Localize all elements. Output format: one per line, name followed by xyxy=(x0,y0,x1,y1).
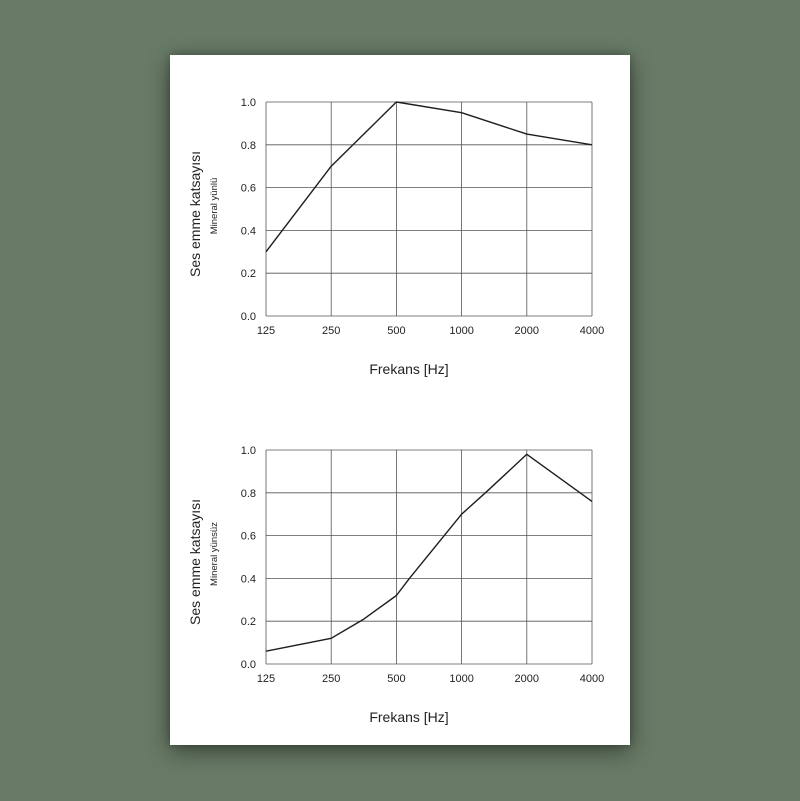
y-axis-sublabel: Mineral yünlü xyxy=(209,177,220,235)
x-tick-label: 250 xyxy=(322,673,341,685)
y-tick-label: 0.8 xyxy=(240,487,256,500)
document-card xyxy=(170,55,630,745)
x-tick-label: 1000 xyxy=(449,325,474,337)
chart-svg xyxy=(170,93,630,423)
x-tick-label: 500 xyxy=(387,673,406,685)
y-tick-label: 0.0 xyxy=(240,659,256,671)
x-axis-label: Frekans [Hz] xyxy=(369,361,449,377)
series-line xyxy=(266,454,592,651)
y-tick-label: 0.4 xyxy=(240,225,256,238)
x-tick-label: 125 xyxy=(256,325,276,337)
y-tick-label: 1.0 xyxy=(240,445,256,457)
absorption-chart-with-mineral-wool xyxy=(170,93,630,423)
x-tick-label: 500 xyxy=(387,325,406,337)
x-tick-label: 250 xyxy=(322,325,341,337)
x-tick-label: 4000 xyxy=(579,325,605,337)
y-axis-sublabel: Mineral yünsüz xyxy=(209,522,220,586)
chart-svg xyxy=(170,441,630,771)
x-tick-label: 125 xyxy=(256,673,276,685)
grid xyxy=(266,102,592,316)
y-tick-label: 0.0 xyxy=(240,311,256,323)
x-axis-label: Frekans [Hz] xyxy=(369,709,449,725)
x-tick-label: 4000 xyxy=(579,673,605,685)
series-line xyxy=(266,102,592,252)
y-tick-label: 0.4 xyxy=(240,573,256,586)
absorption-chart-without-mineral-wool xyxy=(170,441,630,771)
grid xyxy=(266,450,592,664)
y-axis-label: Ses emme katsayısı xyxy=(187,150,203,278)
y-tick-label: 0.6 xyxy=(240,182,256,195)
y-tick-label: 0.8 xyxy=(240,139,256,152)
x-tick-label: 2000 xyxy=(514,325,540,337)
x-tick-label: 1000 xyxy=(449,673,474,685)
y-axis-label: Ses emme katsayısı xyxy=(187,498,203,626)
y-tick-label: 0.6 xyxy=(240,530,256,543)
y-tick-label: 0.2 xyxy=(240,616,256,629)
x-tick-label: 2000 xyxy=(514,673,540,685)
y-tick-label: 0.2 xyxy=(240,268,256,281)
y-tick-label: 1.0 xyxy=(240,97,256,109)
